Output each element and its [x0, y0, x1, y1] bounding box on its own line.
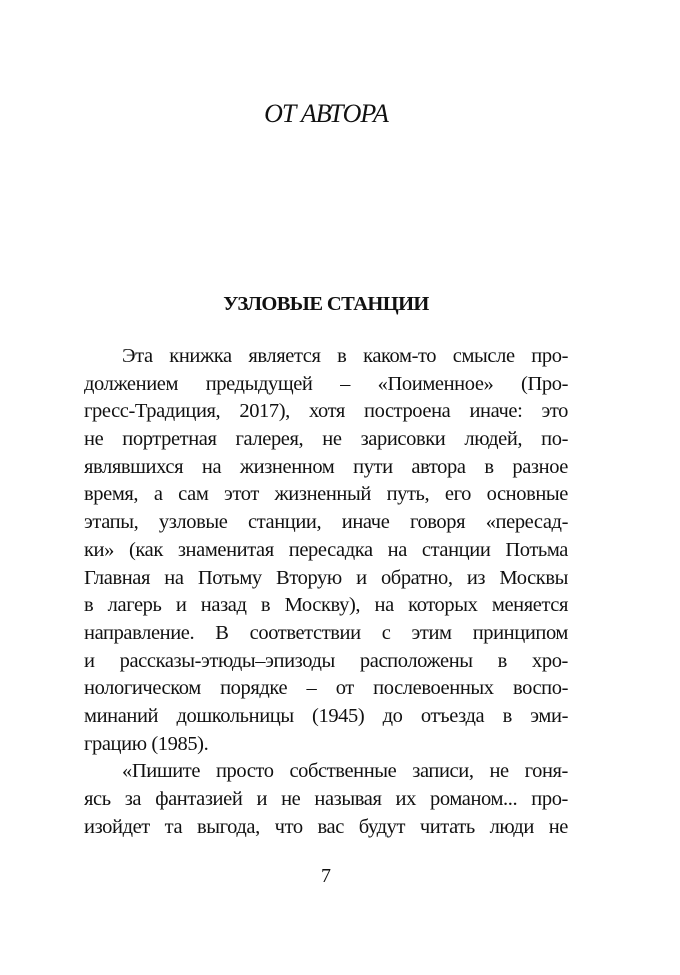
text-line: грацию (1985).	[84, 732, 209, 755]
chapter-title: УЗЛОВЫЕ СТАНЦИИ	[223, 293, 429, 315]
paragraph-1	[84, 343, 568, 758]
text-line: Эта книжка является в каком-то смысле про-	[122, 345, 568, 367]
text-line: ки» (как знаменитая пересадка на станции Потьма	[84, 538, 568, 561]
text-line: должением предыдущей – «Поименное» (Про-	[84, 372, 568, 395]
text-line: нологическом порядке – от послевоенных воспо-	[84, 677, 568, 700]
text-line: ясь за фантазией и не называя их романом... про-	[84, 788, 568, 810]
paragraph-2	[84, 758, 568, 841]
text-line: являвшихся на жизненном пути автора в разное	[84, 455, 568, 478]
text-line: гресс-Традиция, 2017), хотя построена иначе: это	[84, 400, 568, 423]
text-line: Главная на Потьму Вторую и обратно, из Москвы	[84, 566, 568, 589]
page-number: 7	[321, 865, 331, 887]
text-line: этапы, узловые станции, иначе говоря «пересад-	[84, 511, 568, 534]
text-line: время, а сам этот жизненный путь, его основные	[84, 483, 568, 506]
section-title: ОТ АВТОРА	[264, 99, 388, 128]
text-line: изойдет та выгода, что вас будут читать люди не	[84, 815, 568, 838]
text-line: и рассказы-этюды–эпизоды расположены в хро-	[84, 649, 568, 672]
text-line: в лагерь и назад в Москву), на которых меняется	[84, 594, 568, 617]
text-line: «Пишите просто собственные записи, не гоня-	[122, 760, 568, 783]
text-line: минаний дошкольницы (1945) до отъезда в эми-	[84, 704, 568, 727]
text-line: не портретная галерея, не зарисовки людей, по-	[84, 428, 568, 451]
text-line: направление. В соответствии с этим принципом	[84, 621, 568, 644]
body-text	[84, 343, 568, 841]
